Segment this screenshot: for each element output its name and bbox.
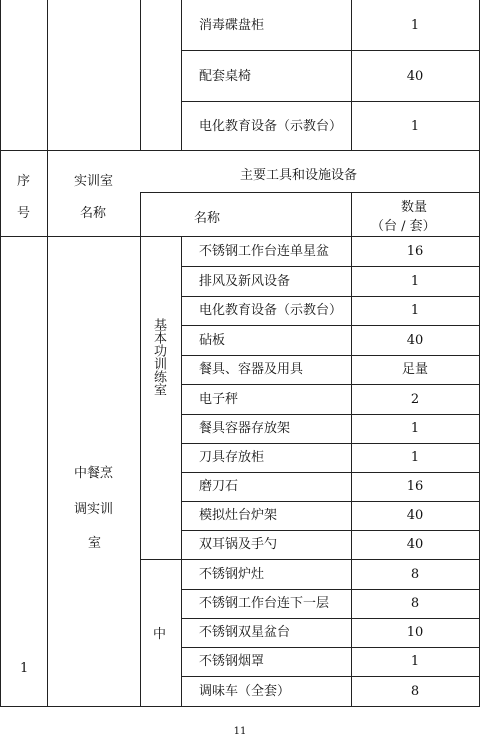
cell-equipment-name: 消毒碟盘柜 xyxy=(199,18,265,33)
row-divider xyxy=(0,236,479,237)
cell-quantity: 1 xyxy=(410,18,420,33)
row-divider xyxy=(181,501,479,502)
cell-equipment-name: 不锈钢工作台连下一层 xyxy=(199,596,330,611)
cell-equipment-name: 刀具存放柜 xyxy=(199,450,265,465)
cell-equipment-name: 餐具、容器及用具 xyxy=(199,362,304,377)
cell-quantity: 40 xyxy=(406,333,424,348)
table-bottom xyxy=(0,706,479,707)
row-divider xyxy=(181,676,479,677)
cell-quantity: 16 xyxy=(406,244,424,259)
cell-quantity: 足量 xyxy=(401,362,428,377)
cell-quantity: 1 xyxy=(410,303,420,318)
header-serial-2: 号 xyxy=(17,206,31,221)
row-divider xyxy=(181,101,479,102)
room-name-line-3: 室 xyxy=(88,536,102,551)
cell-quantity: 16 xyxy=(406,479,424,494)
header-serial-1: 序 xyxy=(17,174,31,189)
col-divider xyxy=(140,0,141,151)
cell-equipment-name: 模拟灶台炉架 xyxy=(199,508,278,523)
cell-equipment-name: 磨刀石 xyxy=(199,479,239,494)
room-name-line-1: 中餐烹 xyxy=(74,466,114,481)
cell-equipment-name: 电子秤 xyxy=(199,392,239,407)
row-divider xyxy=(181,618,479,619)
header-room-2: 名称 xyxy=(80,206,107,221)
cell-equipment-name: 配套桌椅 xyxy=(199,69,252,84)
row-divider xyxy=(181,472,479,473)
serial-number: 1 xyxy=(20,661,29,676)
header-name: 名称 xyxy=(194,211,221,226)
row-divider xyxy=(181,325,479,326)
cell-equipment-name: 砧板 xyxy=(199,333,226,348)
row-divider xyxy=(181,50,479,51)
row-divider xyxy=(181,589,479,590)
cell-quantity: 1 xyxy=(410,274,420,289)
cell-quantity: 8 xyxy=(410,567,420,582)
cell-quantity: 8 xyxy=(410,596,420,611)
cell-quantity: 1 xyxy=(410,450,420,465)
cell-quantity: 1 xyxy=(410,421,420,436)
col-divider xyxy=(0,0,1,707)
cell-equipment-name: 电化教育设备（示教台） xyxy=(199,303,343,318)
cell-quantity: 40 xyxy=(406,537,424,552)
header-quantity-1: 数量 xyxy=(401,200,428,215)
cell-equipment-name: 不锈钢炉灶 xyxy=(199,567,265,582)
cell-quantity: 2 xyxy=(410,392,420,407)
cell-equipment-name: 电化教育设备（示教台） xyxy=(199,119,343,134)
cell-quantity: 10 xyxy=(406,625,424,640)
cell-equipment-name: 不锈钢工作台连单星盆 xyxy=(199,244,330,259)
sub-room-middle: 中 xyxy=(153,627,167,642)
cell-equipment-name: 双耳锅及手勺 xyxy=(199,537,278,552)
header-main-title: 主要工具和设施设备 xyxy=(240,168,358,183)
row-divider xyxy=(140,192,479,193)
row-divider xyxy=(140,559,479,560)
row-divider xyxy=(181,530,479,531)
room-name-line-2: 调实训 xyxy=(74,502,114,517)
cell-equipment-name: 餐具容器存放架 xyxy=(199,421,291,436)
cell-quantity: 40 xyxy=(406,69,424,84)
cell-equipment-name: 不锈钢双星盆台 xyxy=(199,625,291,640)
col-divider xyxy=(181,0,182,151)
row-divider xyxy=(181,647,479,648)
cell-quantity: 8 xyxy=(410,684,420,699)
sub-room-basic-skills: 基本功训练室 xyxy=(151,318,166,396)
cell-equipment-name: 不锈钢烟罩 xyxy=(199,654,265,669)
page-number: 11 xyxy=(233,726,247,737)
cell-quantity: 1 xyxy=(410,654,420,669)
row-divider xyxy=(181,266,479,267)
row-divider xyxy=(181,443,479,444)
col-divider xyxy=(181,236,182,707)
cell-equipment-name: 调味车（全套） xyxy=(199,684,291,699)
row-divider xyxy=(181,414,479,415)
col-divider xyxy=(47,0,48,707)
header-quantity-2: （台 / 套） xyxy=(371,219,436,234)
row-divider xyxy=(181,384,479,385)
cell-equipment-name: 排风及新风设备 xyxy=(199,274,291,289)
row-divider xyxy=(181,296,479,297)
row-divider xyxy=(0,150,479,151)
cell-quantity: 40 xyxy=(406,508,424,523)
header-room-1: 实训室 xyxy=(74,174,114,189)
row-divider xyxy=(181,355,479,356)
cell-quantity: 1 xyxy=(410,119,420,134)
col-divider xyxy=(140,192,141,707)
